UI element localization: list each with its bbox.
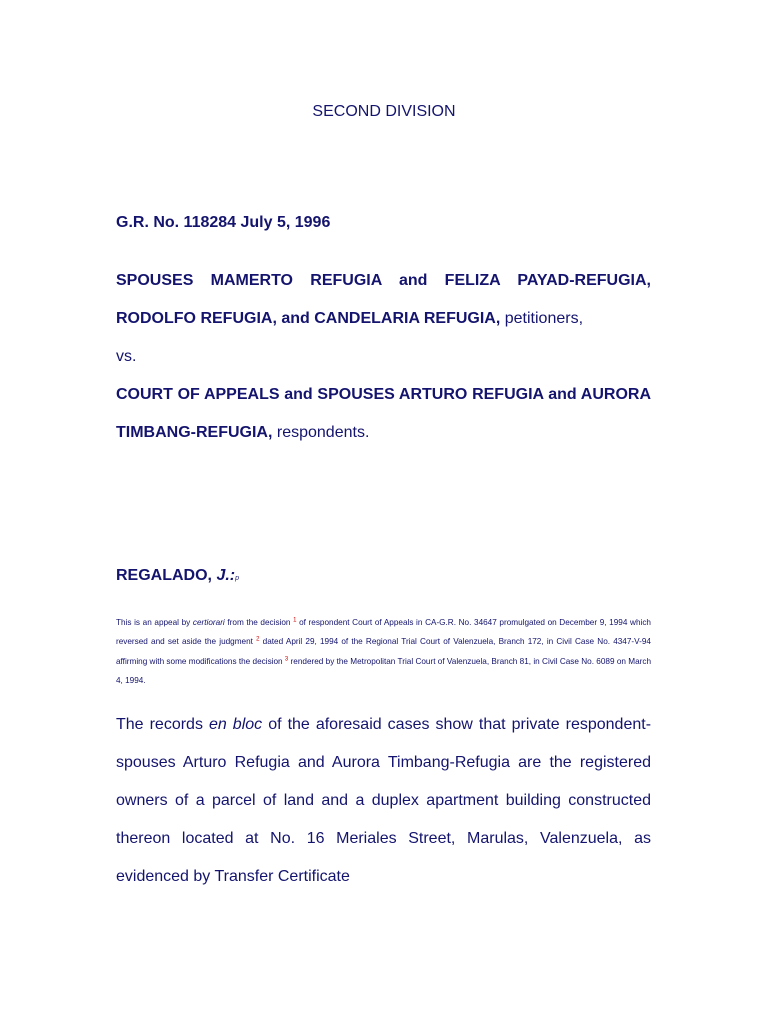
intro-paragraph — [116, 613, 651, 690]
body-text-1: The records — [116, 716, 209, 733]
case-parties — [116, 262, 651, 452]
respondents-names: COURT OF APPEALS and SPOUSES ARTURO REFUGIA and AURORA TIMBANG-REFUGIA, — [116, 386, 651, 441]
body-text-2: of the aforesaid cases show that private respondent-spouses Arturo Refugia and Aurora Timbang-Refugia are the registered owners of a parcel of land and a duplex apartment building constructed thereon located at No. 16 Meriales Street, Marulas, Valenzuela, as evidenced by Transfer Certificate — [116, 716, 652, 885]
division-heading: SECOND DIVISION — [312, 103, 456, 120]
intro-text-2: from the decision — [224, 618, 294, 627]
footnote-ref-1[interactable]: 1 — [293, 617, 297, 624]
versus-line: vs. — [116, 348, 137, 365]
ponente-name: REGALADO, — [116, 567, 217, 584]
respondents-role: respondents. — [272, 424, 370, 441]
respondents-line — [116, 376, 651, 452]
body-en-bloc: en bloc — [208, 716, 263, 733]
footnote-ref-2[interactable]: 2 — [256, 636, 260, 643]
petitioners-line — [116, 262, 651, 338]
petitioners-role: petitioners, — [500, 310, 584, 327]
intro-text-4: dated April 29, 1994 of the Regional Trial Court of Valenzuela, Branch 172, in Civil Case No. 4347-V-94 affirming with some modifications the decision — [116, 637, 651, 666]
intro-certiorari: certiorari — [192, 618, 225, 627]
petitioners-names: SPOUSES MAMERTO REFUGIA and FELIZA PAYAD-REFUGIA, RODOLFO REFUGIA, and CANDELARIA REFUGIA, — [116, 272, 651, 327]
intro-text-3: of respondent Court of Appeals in CA-G.R. No. 34647 promulgated on December 9, 1994 which reversed and set aside the judgment — [116, 618, 651, 647]
ponente — [116, 567, 239, 585]
paragraph-mark: p — [235, 575, 240, 582]
body-paragraph-1 — [116, 706, 651, 896]
footnote-ref-3[interactable]: 3 — [284, 655, 289, 662]
ponente-suffix: J.: — [216, 567, 236, 584]
intro-text-5: rendered by the Metropolitan Trial Court of Valenzuela, Branch 81, in Civil Case No. 6089 on March 4, 1994. — [116, 656, 651, 685]
case-number: G.R. No. 118284 July 5, 1996 — [116, 214, 331, 231]
intro-text-1: This is an appeal by — [116, 618, 193, 627]
